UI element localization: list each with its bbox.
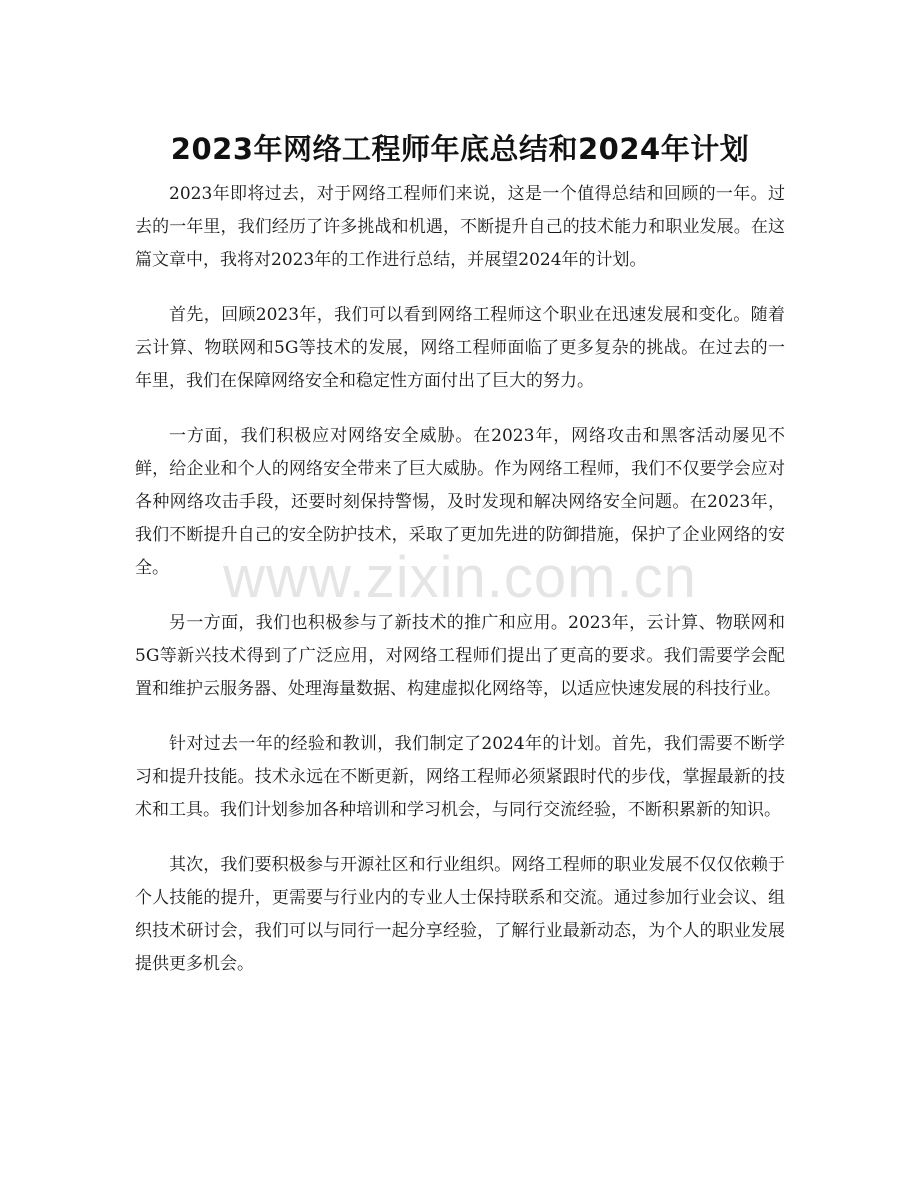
paragraph-2: 首先，回顾2023年，我们可以看到网络工程师这个职业在迅速发展和变化。随着云计算、物联网和5G等技术的发展，网络工程师面临了更多复杂的挑战。在过去的一年里，我们在保障网络安全和稳定性方面付出了巨大的努力。 — [135, 305, 785, 391]
document-body — [135, 178, 785, 1003]
paragraph-5: 针对过去一年的经验和教训，我们制定了2024年的计划。首先，我们需要不断学习和提升技能。技术永远在不断更新，网络工程师必须紧跟时代的步伐，掌握最新的技术和工具。我们计划参加各种培训和学习机会，与同行交流经验，不断积累新的知识。 — [135, 734, 785, 820]
paragraph-4: 另一方面，我们也积极参与了新技术的推广和应用。2023年，云计算、物联网和5G等新兴技术得到了广泛应用，对网络工程师们提出了更高的要求。我们需要学会配置和维护云服务器、处理海量数据、构建虚拟化网络等，以适应快速发展的科技行业。 — [135, 613, 785, 699]
watermark-text: www.zixin.com.cn — [223, 545, 697, 610]
paragraph-1: 2023年即将过去，对于网络工程师们来说，这是一个值得总结和回顾的一年。过去的一年里，我们经历了许多挑战和机遇，不断提升自己的技术能力和职业发展。在这篇文章中，我将对2023年的工作进行总结，并展望2024年的计划。 — [135, 184, 785, 270]
page-title: 2023年网络工程师年底总结和2024年计划 — [170, 132, 750, 167]
paragraph-6: 其次，我们要积极参与开源社区和行业组织。网络工程师的职业发展不仅仅依赖于个人技能的提升，更需要与行业内的专业人士保持联系和交流。通过参加行业会议、组织技术研讨会，我们可以与同行一起分享经验，了解行业最新动态，为个人的职业发展提供更多机会。 — [135, 855, 785, 974]
paragraph-3: 一方面，我们积极应对网络安全威胁。在2023年，网络攻击和黑客活动屡见不鲜，给企业和个人的网络安全带来了巨大威胁。作为网络工程师，我们不仅要学会应对各种网络攻击手段，还要时刻保持警惕，及时发现和解决网络安全问题。在2023年，我们不断提升自己的安全防护技术，采取了更加先进的防御措施，保护了企业网络的安全。 — [135, 426, 785, 578]
